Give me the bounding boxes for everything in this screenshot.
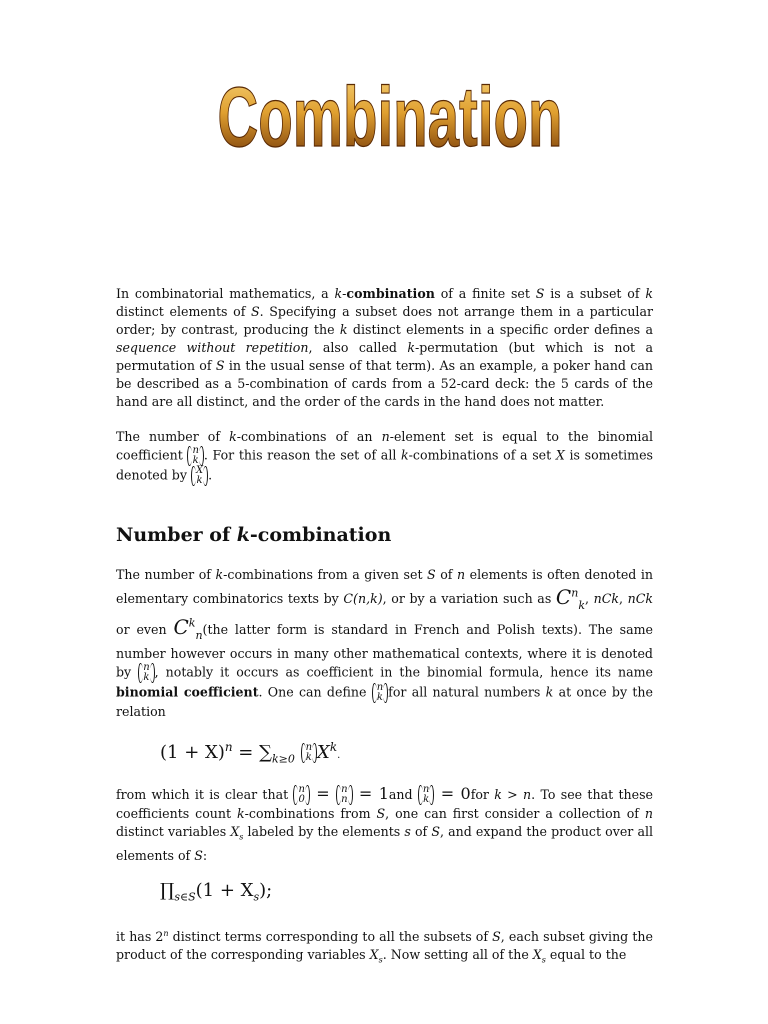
binom-n-k: n k xyxy=(138,663,154,683)
number-paragraph: The number of k-combinations from a given set S of n elements is often denoted in elementary combinatorics texts by C(n,k), or by a variation such as $C^n_k$, nCk, nCk or even $C^k_n(the$ latter form is standard in French and Polish texts). The same number however occurs in many other mathematical contexts, where it is denoted by n k , notably it occurs as coefficient in the binomial formula, hence its name binomial coefficient. One can define n k for all natural numbers k at once by the relation xyxy=(116,567,654,720)
binom-n-0: n 0 xyxy=(293,785,309,805)
title-wordart xyxy=(210,60,570,170)
binom-n-k: n k xyxy=(372,683,388,703)
product-formula: $\prod_{s\in S}(1 + X_s)$; xyxy=(160,879,273,904)
binom-n-k: n k xyxy=(187,446,203,466)
coefficients-paragraph: from which it is clear that n 0 = n n = 1and n k = 0for k > n. To see that these coefficients count k-combinations from S, one can first consider a collection of n distinct variables $X_s$ labeled by the elements s of S, and expand the product over all elements of S: xyxy=(116,783,654,863)
c-k-n-notation: $C^k_n$ xyxy=(173,615,203,643)
article-body xyxy=(116,285,653,986)
binom-n-n: n n xyxy=(336,785,352,805)
page-title xyxy=(210,60,570,170)
binomial-formula: $(1 + X)^n = \sum_{k\ge 0}$ n k $X^k$. xyxy=(160,740,341,766)
section-heading: Number of k-combination xyxy=(116,524,392,546)
binom-X-k: X k xyxy=(191,466,208,486)
subsets-paragraph: it has 2$^n$ distinct terms corresponding to all the subsets of S, each subset giving the product of the corresponding variables $X_s$. Now setting all of the $X_s$ equal to the xyxy=(116,928,653,965)
binom-n-k: n k xyxy=(418,785,434,805)
binomial-paragraph: The number of k-combinations of an n-element set is equal to the binomial coefficient n k . For this reason the set of all k-combinations of a set X is sometimes denoted by X k . xyxy=(116,429,653,486)
binom-n-k: n k xyxy=(301,743,317,763)
title-text: Combination xyxy=(217,70,563,164)
intro-paragraph: In combinatorial mathematics, a k-combination of a finite set S is a subset of k distinct elements of S. Specifying a subset does not arrange them in a particular order; by contrast, producing the k distinct elements in a specific order defines a sequence without repetition, also called k-permutation (but which is not a permutation of S in the usual sense of that term). As an example, a poker hand can be described as a 5-combination of cards from a 52-card deck: the 5 cards of the hand are all distinct, and the order of the cards in the hand does not matter. xyxy=(116,286,653,409)
c-n-k-notation: $C^n_k$ xyxy=(555,584,585,612)
